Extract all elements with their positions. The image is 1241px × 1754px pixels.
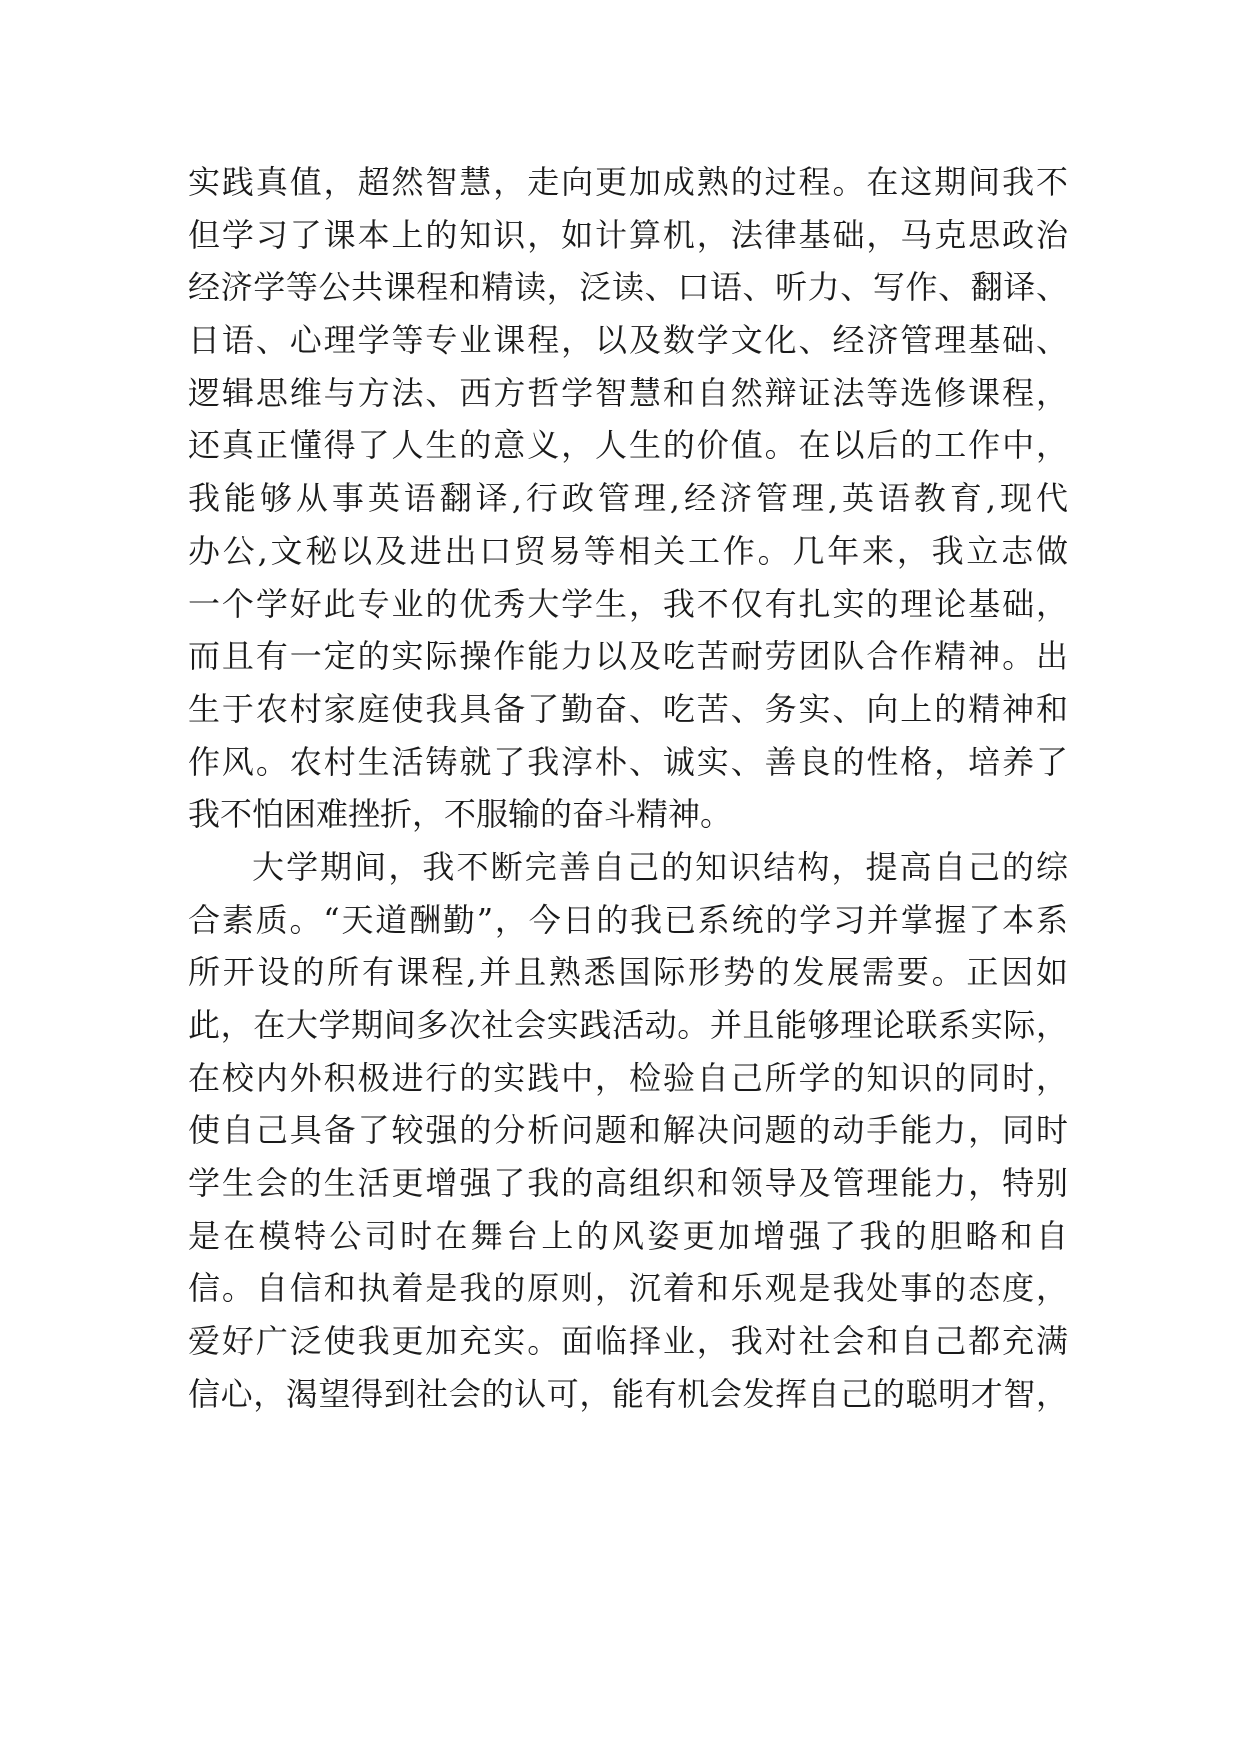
text-line: 合素质。“天道酬勤”，今日的我已系统的学习并掌握了本系 <box>188 900 1068 939</box>
text-line: 此，在大学期间多次社会实践活动。并且能够理论联系实际， <box>188 1006 1068 1044</box>
text-line: 实践真值，超然智慧，走向更加成熟的过程。在这期间我不 <box>188 163 1068 201</box>
text-line: 使自己具备了较强的分析问题和解决问题的动手能力，同时 <box>188 1111 1068 1150</box>
text-line: 还真正懂得了人生的意义，人生的价值。在以后的工作中， <box>188 426 1068 465</box>
body-text <box>188 156 1068 1421</box>
text-line: 学生会的生活更增强了我的高组织和领导及管理能力，特别 <box>188 1164 1068 1203</box>
text-line: 而且有一定的实际操作能力以及吃苦耐劳团队合作精神。出 <box>188 637 1068 676</box>
text-line: 经济学等公共课程和精读，泛读、口语、听力、写作、翻译、 <box>188 268 1068 307</box>
text-line: 逻辑思维与方法、西方哲学智慧和自然辩证法等选修课程， <box>188 373 1068 412</box>
paragraph-1 <box>188 156 1068 841</box>
text-line: 日语、心理学等专业课程，以及数学文化、经济管理基础、 <box>188 321 1068 360</box>
text-line: 所开设的所有课程,并且熟悉国际形势的发展需要。正因如 <box>188 953 1068 992</box>
text-line: 在校内外积极进行的实践中，检验自己所学的知识的同时， <box>188 1058 1068 1097</box>
text-line: 但学习了课本上的知识，如计算机，法律基础，马克思政治 <box>188 215 1068 254</box>
text-line: 爱好广泛使我更加充实。面临择业，我对社会和自己都充满 <box>188 1322 1068 1361</box>
paragraph-2 <box>188 841 1068 1421</box>
text-line: 我不怕困难挫折，不服输的奋斗精神。 <box>188 795 733 834</box>
text-line: 是在模特公司时在舞台上的风姿更加增强了我的胆略和自 <box>188 1216 1068 1255</box>
text-line: 办公,文秘以及进出口贸易等相关工作。几年来，我立志做 <box>188 531 1068 570</box>
text-line: 信心，渴望得到社会的认可，能有机会发挥自己的聪明才智， <box>188 1374 1068 1413</box>
text-line: 一个学好此专业的优秀大学生，我不仅有扎实的理论基础， <box>188 584 1068 623</box>
text-line: 我能够从事英语翻译,行政管理,经济管理,英语教育,现代 <box>188 479 1068 518</box>
text-line: 信。自信和执着是我的原则，沉着和乐观是我处事的态度， <box>188 1269 1068 1308</box>
text-line: 作风。农村生活铸就了我淳朴、诚实、善良的性格，培养了 <box>188 742 1068 781</box>
text-line: 生于农村家庭使我具备了勤奋、吃苦、务实、向上的精神和 <box>188 689 1068 728</box>
text-line: 大学期间，我不断完善自己的知识结构，提高自己的综 <box>252 847 1068 886</box>
